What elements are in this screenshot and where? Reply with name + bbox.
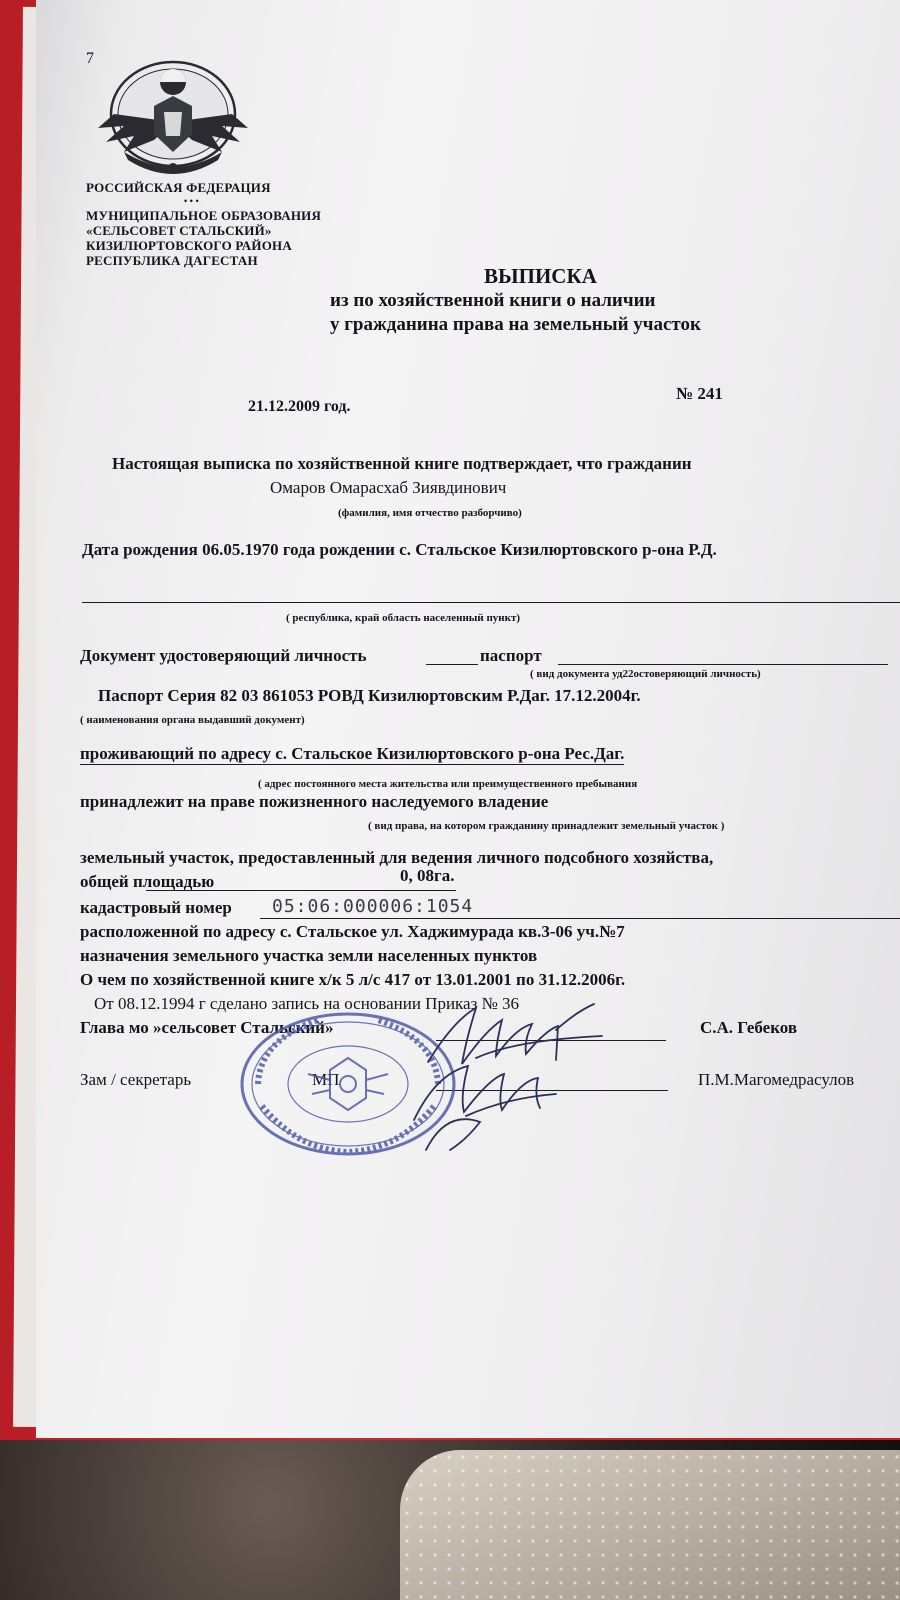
document-page: [36, 0, 900, 1438]
basis-line: От 08.12.1994 г сделано запись на основании Приказ № 36: [94, 994, 520, 1013]
sequin-fabric: [400, 1450, 900, 1600]
place-caption: ( республика, край область населенный пункт): [286, 612, 521, 624]
plot-line: земельный участок, предоставленный для ведения личного подсобного хозяйства,: [80, 848, 714, 867]
deputy-label: Зам / секретарь: [80, 1070, 192, 1089]
right-line: принадлежит на праве пожизненного наследуемого владение: [80, 792, 549, 811]
passport-line: Паспорт Серия 82 03 861053 РОВД Кизилюртовским Р.Даг. 17.12.2004г.: [98, 686, 641, 705]
header-federation: РОССИЙСКАЯ ФЕДЕРАЦИЯ: [86, 180, 271, 195]
right-caption: ( вид права, на котором гражданину принадлежит земельный участок ): [368, 820, 725, 832]
page-number: 7: [86, 50, 94, 67]
head-name: С.А. Гебеков: [700, 1018, 798, 1037]
citizen-name: Омаров Омарасхаб Зиявдинович: [270, 478, 507, 497]
deputy-name: П.М.Магомедрасулов: [698, 1070, 855, 1089]
address-line: проживающий по адресу с. Стальское Кизилюртовского р-она Рес.Даг.: [80, 744, 625, 763]
id-document-line: [558, 664, 888, 665]
birth-underline: [82, 602, 900, 603]
id-document-gap-line: [426, 664, 478, 665]
purpose-line: назначения земельного участка земли населенных пунктов: [80, 946, 538, 965]
issue-date: 21.12.2009 год.: [248, 398, 351, 415]
handwritten-signatures: [406, 1000, 636, 1160]
name-caption: (фамилия, имя отчество разборчиво): [338, 507, 522, 519]
issuer-caption: ( наименования органа выдавший документ): [80, 714, 305, 726]
location-line: расположенной по адресу с. Стальское ул. Хаджимурада кв.3-06 уч.№7: [80, 922, 625, 941]
area-value: 0, 08га.: [400, 866, 455, 885]
header-district: КИЗИЛЮРТОВСКОГО РАЙОНА: [86, 238, 292, 253]
intro-text: Настоящая выписка по хозяйственной книге подтверждает, что гражданин: [112, 454, 692, 473]
area-label: общей площадью: [80, 872, 215, 891]
document-subtitle-2: у гражданина права на земельный участок: [330, 314, 701, 335]
cadastral-underline: [260, 918, 900, 919]
id-document-caption: ( вид документа уд22остоверяющий личность): [530, 668, 761, 680]
header-dots: • • •: [184, 196, 199, 206]
cadastral-number: 05:06:000006:1054: [272, 896, 474, 917]
cadastral-label: кадастровый номер: [80, 898, 232, 917]
address-caption: ( адрес постоянного места жительства или преимущественного пребывания: [258, 778, 638, 790]
id-document-value: паспорт: [480, 646, 542, 665]
id-document-label: Документ удостоверяющий личность: [80, 646, 367, 665]
head-label: Глава мо »сельсовет Стальский»: [80, 1018, 334, 1037]
mp-label: МП: [312, 1070, 340, 1089]
header-republic: РЕСПУБЛИКА ДАГЕСТАН: [86, 253, 258, 268]
header-municipality: МУНИЦИПАЛЬНОЕ ОБРАЗОВАНИЯ: [86, 208, 322, 223]
record-line: О чем по хозяйственной книге х/к 5 л/с 417 от 13.01.2001 по 31.12.2006г.: [80, 970, 626, 989]
dagestan-emblem-icon: [94, 56, 252, 184]
document-title: ВЫПИСКА: [484, 264, 597, 288]
header-selsovet: «СЕЛЬСОВЕТ СТАЛЬСКИЙ»: [86, 223, 272, 238]
area-underline: [146, 890, 456, 891]
document-number: № 241: [676, 384, 723, 403]
birth-line: Дата рождения 06.05.1970 года рождении с. Стальское Кизилюртовского р-она Р.Д.: [82, 540, 717, 559]
document-subtitle-1: из по хозяйственной книги о наличии: [330, 290, 656, 311]
